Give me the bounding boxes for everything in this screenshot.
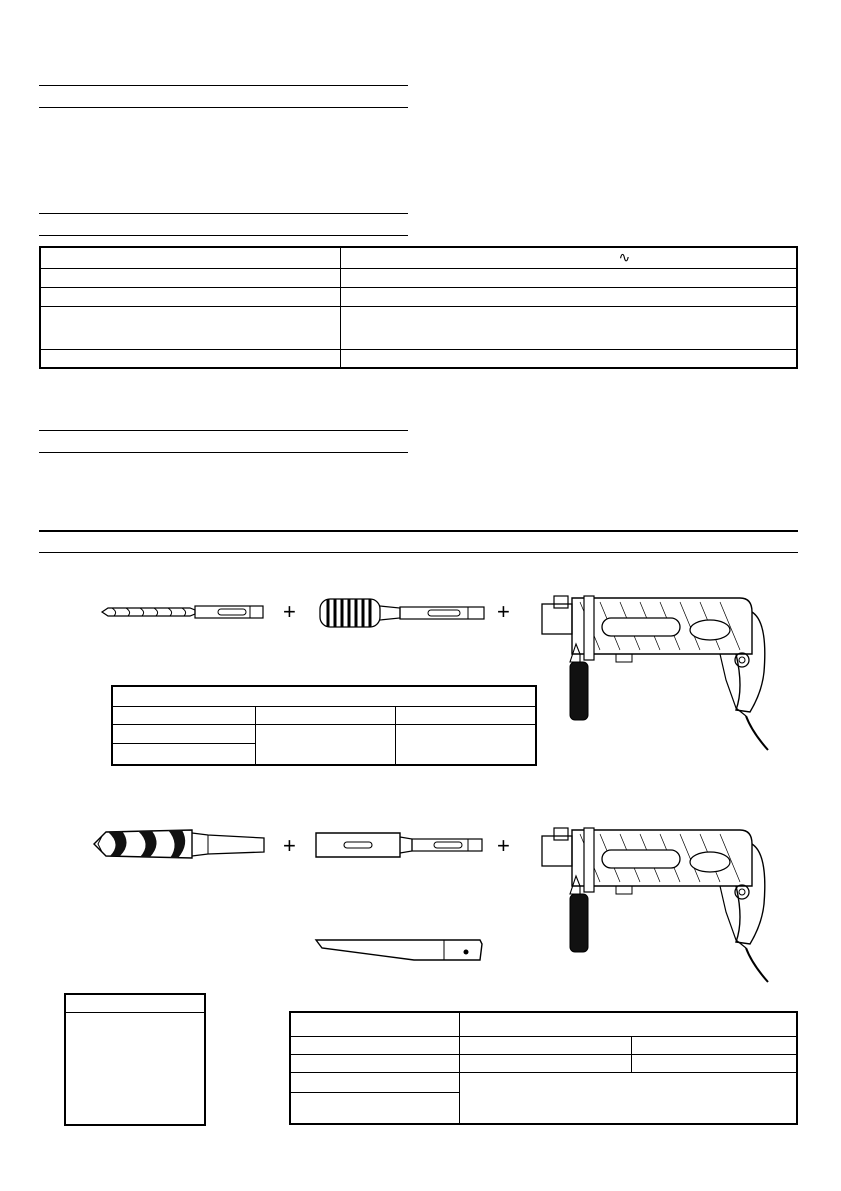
- spec-value: [340, 268, 797, 287]
- table-cell: [631, 1036, 797, 1054]
- spec-label: [40, 247, 340, 268]
- table-cell: [255, 724, 395, 765]
- assembly-1-table-header: [112, 686, 536, 706]
- section-1-rule-top: [39, 85, 408, 86]
- table-cell: [459, 1036, 631, 1054]
- rotary-hammer-icon: [540, 824, 772, 986]
- table-cell: [459, 1072, 797, 1124]
- section-3-rule-top: [39, 430, 408, 431]
- section-4-rule-top: [39, 530, 798, 532]
- table-cell: [631, 1054, 797, 1072]
- section-1-rule-bottom: [39, 107, 408, 108]
- table-row: [290, 1072, 797, 1092]
- assembly-1-table: [111, 685, 537, 766]
- spec-label: [40, 306, 340, 349]
- cotter-wedge-icon: [314, 936, 486, 966]
- table-cell: [290, 1036, 459, 1054]
- specifications-table: [39, 246, 798, 369]
- assembly-2-table: [289, 1011, 798, 1125]
- spec-value: [340, 306, 797, 349]
- table-row: [65, 1012, 205, 1125]
- rotary-hammer-icon: [540, 592, 772, 754]
- table-row: [290, 1012, 797, 1036]
- table-cell: [395, 706, 536, 724]
- section-4-rule-bottom: [39, 552, 798, 553]
- taper-shank-adapter-icon: [314, 829, 484, 861]
- table-cell: [112, 724, 255, 743]
- assembly-2-side-box: [64, 993, 206, 1126]
- spec-label: [40, 268, 340, 287]
- table-row: [40, 247, 797, 268]
- taper-drill-bit-icon: [92, 824, 268, 864]
- ac-symbol-icon: ∿: [618, 250, 631, 266]
- table-cell: [290, 1072, 459, 1092]
- section-3-rule-bottom: [39, 452, 408, 453]
- table-cell: [112, 706, 255, 724]
- spec-value: [340, 247, 797, 268]
- side-box-body: [65, 1012, 205, 1125]
- spec-label: [40, 287, 340, 306]
- spec-value: [340, 349, 797, 368]
- table-cell: [290, 1092, 459, 1124]
- spec-label: [40, 349, 340, 368]
- table-row: [40, 306, 797, 349]
- table-row: [65, 994, 205, 1012]
- dust-cup-adapter-icon: [318, 594, 486, 632]
- table-cell: [290, 1012, 459, 1036]
- table-row: [112, 724, 536, 743]
- drill-bit-icon: [100, 600, 265, 624]
- table-row: [290, 1054, 797, 1072]
- table-cell: [290, 1054, 459, 1072]
- table-cell: [459, 1012, 797, 1036]
- plus-sign: +: [283, 599, 296, 624]
- section-2-rule-bottom: [39, 235, 408, 236]
- table-row: [112, 706, 536, 724]
- spec-value: [340, 287, 797, 306]
- table-row: [40, 349, 797, 368]
- table-row: [290, 1036, 797, 1054]
- plus-sign: +: [497, 599, 510, 624]
- table-row: [112, 686, 536, 706]
- section-2-rule-top: [39, 213, 408, 214]
- plus-sign: +: [497, 833, 510, 858]
- table-cell: [459, 1054, 631, 1072]
- table-cell: [395, 724, 536, 765]
- plus-sign: +: [283, 833, 296, 858]
- table-cell: [112, 743, 255, 765]
- side-box-header: [65, 994, 205, 1012]
- table-row: [40, 268, 797, 287]
- table-row: [40, 287, 797, 306]
- table-cell: [255, 706, 395, 724]
